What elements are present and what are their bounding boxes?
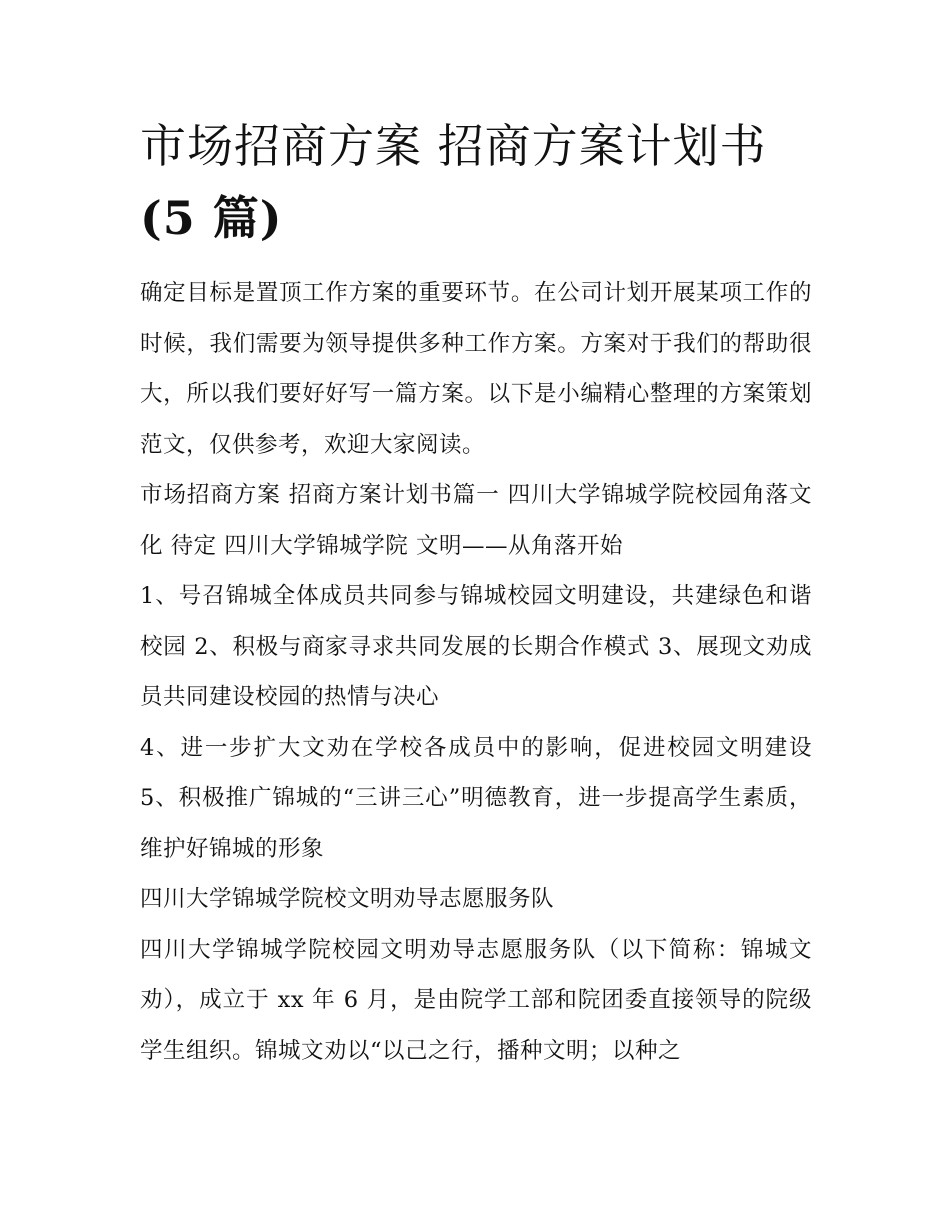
section-heading-paragraph: 市场招商方案 招商方案计划书篇一 四川大学锦城学院校园角落文化 待定 四川大学锦城学院 文明——从角落开始: [140, 482, 812, 559]
organization-name-paragraph: 四川大学锦城学院校文明劝导志愿服务队: [140, 886, 555, 912]
organization-description-paragraph: 四川大学锦城学院校园文明劝导志愿服务队（以下简称：锦城文劝），成立于 xx 年 6 月，是由院学工部和院团委直接领导的院级学生组织。锦城文劝以“以己之行，播种文明；以种之: [140, 936, 812, 1064]
intro-paragraph: 确定目标是置顶工作方案的重要环节。在公司计划开展某项工作的时候，我们需要为领导提供多种工作方案。方案对于我们的帮助很大，所以我们要好好写一篇方案。以下是小编精心整理的方案策划范文，仅供参考，欢迎大家阅读。: [140, 280, 812, 458]
title-line-1: 市场招商方案 招商方案计划书: [140, 119, 767, 173]
document-title: [140, 110, 812, 254]
goals-paragraph-1: 1、号召锦城全体成员共同参与锦城校园文明建设，共建绿色和谐校园 2、积极与商家寻求共同发展的长期合作模式 3、展现文劝成员共同建设校园的热情与决心: [140, 583, 812, 710]
title-line-2: (5 篇): [140, 191, 283, 245]
goals-paragraph-2: 4、进一步扩大文劝在学校各成员中的影响，促进校园文明建设 5、积极推广锦城的“三讲三心”明德教育，进一步提高学生素质，维护好锦城的形象: [140, 734, 812, 862]
